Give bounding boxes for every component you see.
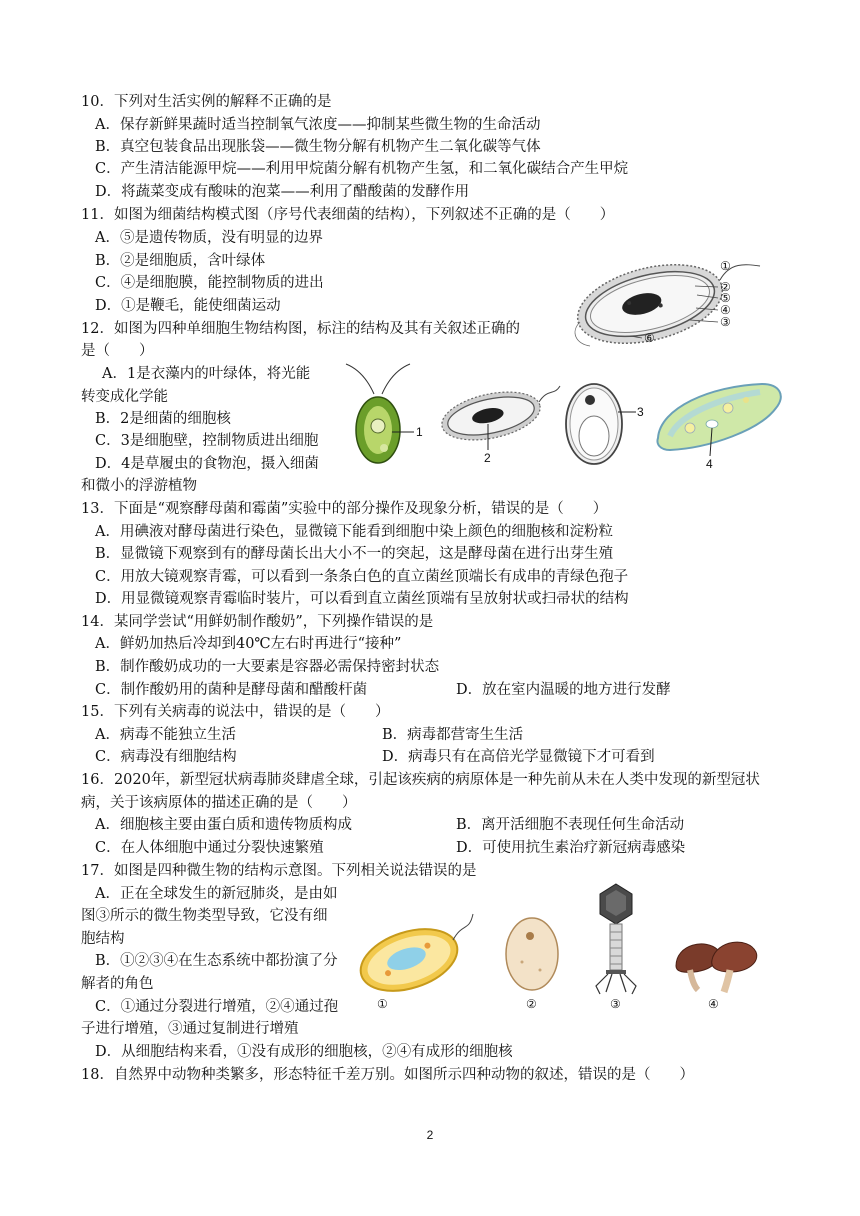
q16-option-b: B．离开活细胞不表现任何生命活动	[456, 817, 685, 833]
q14-option-d: D．放在室内温暖的地方进行发酵	[456, 682, 671, 698]
q15-option-d: D．病毒只有在高倍光学显微镜下才可看到	[382, 749, 655, 765]
q11-option-c: C．④是细胞膜，能控制物质的进出	[95, 275, 324, 291]
q16-option-a: A．细胞核主要由蛋白质和遗传物质构成	[95, 817, 352, 833]
q16-stem-line-2: 病，关于该病原体的描述正确的是（ ）	[81, 795, 357, 811]
q15-option-b: B．病毒都营寄生生活	[382, 727, 524, 743]
bacterium-color-figure	[355, 910, 475, 1012]
q14-option-a: A．鲜奶加热后冷却到40℃左右时再进行“接种”	[95, 636, 402, 652]
q14-option-b: B．制作酸奶成功的一大要素是容器必需保持密封状态	[95, 659, 440, 675]
bacterium-label-6: ⑥	[644, 331, 655, 345]
bacterium-label-1: ①	[720, 259, 731, 273]
bacterium-label-4: ④	[720, 303, 731, 317]
q10-option-b: B．真空包装食品出现胀袋——微生物分解有机物产生二氧化碳等气体	[95, 139, 541, 155]
mushroom-figure	[670, 930, 760, 1012]
microbe-label-4: ④	[708, 997, 719, 1011]
q17-option-a-line-3: 胞结构	[81, 931, 125, 947]
q17-option-a-line-1: A．正在全球发生的新冠肺炎，是由如	[95, 886, 338, 902]
q16-stem-line-1: 16．2020年，新型冠状病毒肺炎肆虐全球，引起该疾病的病原体是一种先前从未在人类中发现的新型冠状	[81, 772, 760, 788]
q11-option-a: A．⑤是遗传物质，没有明显的边界	[95, 230, 323, 246]
q12-stem-line-2: 是（ ）	[81, 343, 154, 359]
q11-option-b: B．②是细胞质，含叶绿体	[95, 253, 266, 269]
q17-option-a-line-2: 图③所示的微生物类型导致，它没有细	[81, 908, 328, 924]
paramecium-label-4: 4	[706, 457, 713, 470]
q14-stem: 14．某同学尝试“用鲜奶制作酸奶”，下列操作错误的是	[81, 614, 434, 630]
q10-option-c: C．产生清洁能源甲烷——利用甲烷菌分解有机物产生氢，和二氧化碳结合产生甲烷	[95, 161, 629, 177]
q12-stem-line-1: 12．如图为四种单细胞生物结构图，标注的结构及其有关叙述正确的	[81, 321, 520, 337]
q12-option-d-line-2: 和微小的浮游植物	[81, 478, 197, 494]
bacterium-label-3: ③	[720, 315, 731, 329]
bacterium-label-2-num: 2	[484, 451, 491, 464]
q17-option-b-line-1: B．①②③④在生态系统中都扮演了分	[95, 953, 338, 969]
microbe-label-2: ②	[526, 997, 537, 1011]
bacterium-label-2: ②	[720, 280, 731, 294]
microbe-label-3: ③	[610, 997, 621, 1011]
chlamydomonas-label-1: 1	[416, 425, 423, 439]
bacterium-figure-2	[436, 380, 566, 464]
q13-option-b: B．显微镜下观察到有的酵母菌长出大小不一的突起，这是酵母菌在进行出芽生殖	[95, 546, 614, 562]
q12-option-d-line-1: D．4是草履虫的食物泡，摄入细菌	[95, 456, 319, 472]
q12-option-b: B．2是细菌的细胞核	[95, 411, 231, 427]
q10-option-a: A．保存新鲜果蔬时适当控制氧气浓度——抑制某些微生物的生命活动	[95, 117, 541, 133]
bacterium-label-5: ⑤	[720, 291, 731, 305]
q12-option-a-line-1: A．1是衣藻内的叶绿体，将光能	[102, 366, 311, 382]
page-number: 2	[426, 1128, 434, 1142]
q13-option-c: C．用放大镜观察青霉，可以看到一条条白色的直立菌丝顶端长有成串的青绿色孢子	[95, 569, 629, 585]
q12-option-c: C．3是细胞壁，控制物质进出细胞	[95, 433, 319, 449]
q11-option-d: D．①是鞭毛，能使细菌运动	[95, 298, 281, 314]
q15-option-a: A．病毒不能独立生活	[95, 727, 236, 743]
q13-option-a: A．用碘液对酵母菌进行染色，显微镜下能看到细胞中染上颜色的细胞核和淀粉粒	[95, 524, 613, 540]
yeast-label-3: 3	[637, 405, 644, 419]
q17-option-c-line-2: 子进行增殖，③通过复制进行增殖	[81, 1021, 299, 1037]
yeast-figure	[560, 378, 650, 470]
q10-stem: 10．下列对生活实例的解释不正确的是	[81, 94, 332, 110]
chlamydomonas-figure	[338, 358, 428, 470]
microbe-label-1: ①	[377, 997, 388, 1011]
q14-option-c: C．制作酸奶用的菌种是酵母菌和醋酸杆菌	[95, 682, 368, 698]
q13-option-d: D．用显微镜观察青霉临时装片，可以看到直立菌丝顶端有呈放射状或扫帚状的结构	[95, 591, 629, 607]
q11-stem: 11．如图为细菌结构模式图（序号代表细菌的结构），下列叙述不正确的是（ ）	[81, 207, 615, 223]
q17-stem: 17．如图是四种微生物的结构示意图。下列相关说法错误的是	[81, 863, 477, 879]
yeast-color-figure	[500, 910, 564, 1012]
q15-stem: 15．下列有关病毒的说法中，错误的是（ ）	[81, 704, 390, 720]
q17-option-d: D．从细胞结构来看，①没有成形的细胞核，②④有成形的细胞核	[95, 1044, 513, 1060]
bacterium-structure-figure	[570, 252, 770, 348]
q13-stem: 13．下面是“观察酵母菌和霉菌”实验中的部分操作及现象分析，错误的是（ ）	[81, 501, 608, 517]
q17-option-b-line-2: 解者的角色	[81, 976, 154, 992]
q16-option-c: C．在人体细胞中通过分裂快速繁殖	[95, 840, 324, 856]
q15-option-c: C．病毒没有细胞结构	[95, 749, 237, 765]
q16-option-d: D．可使用抗生素治疗新冠病毒感染	[456, 840, 686, 856]
q17-option-c-line-1: C．①通过分裂进行增殖，②④通过孢	[95, 999, 339, 1015]
q12-option-a-line-2: 转变成化学能	[81, 389, 168, 405]
bacteriophage-figure	[590, 882, 642, 1012]
paramecium-figure	[650, 378, 790, 470]
q10-option-d: D．将蔬菜变成有酸味的泡菜——利用了醋酸菌的发酵作用	[95, 184, 470, 200]
q18-stem: 18．自然界中动物种类繁多，形态特征千差万别。如图所示四种动物的叙述，错误的是（ ）	[81, 1067, 694, 1083]
